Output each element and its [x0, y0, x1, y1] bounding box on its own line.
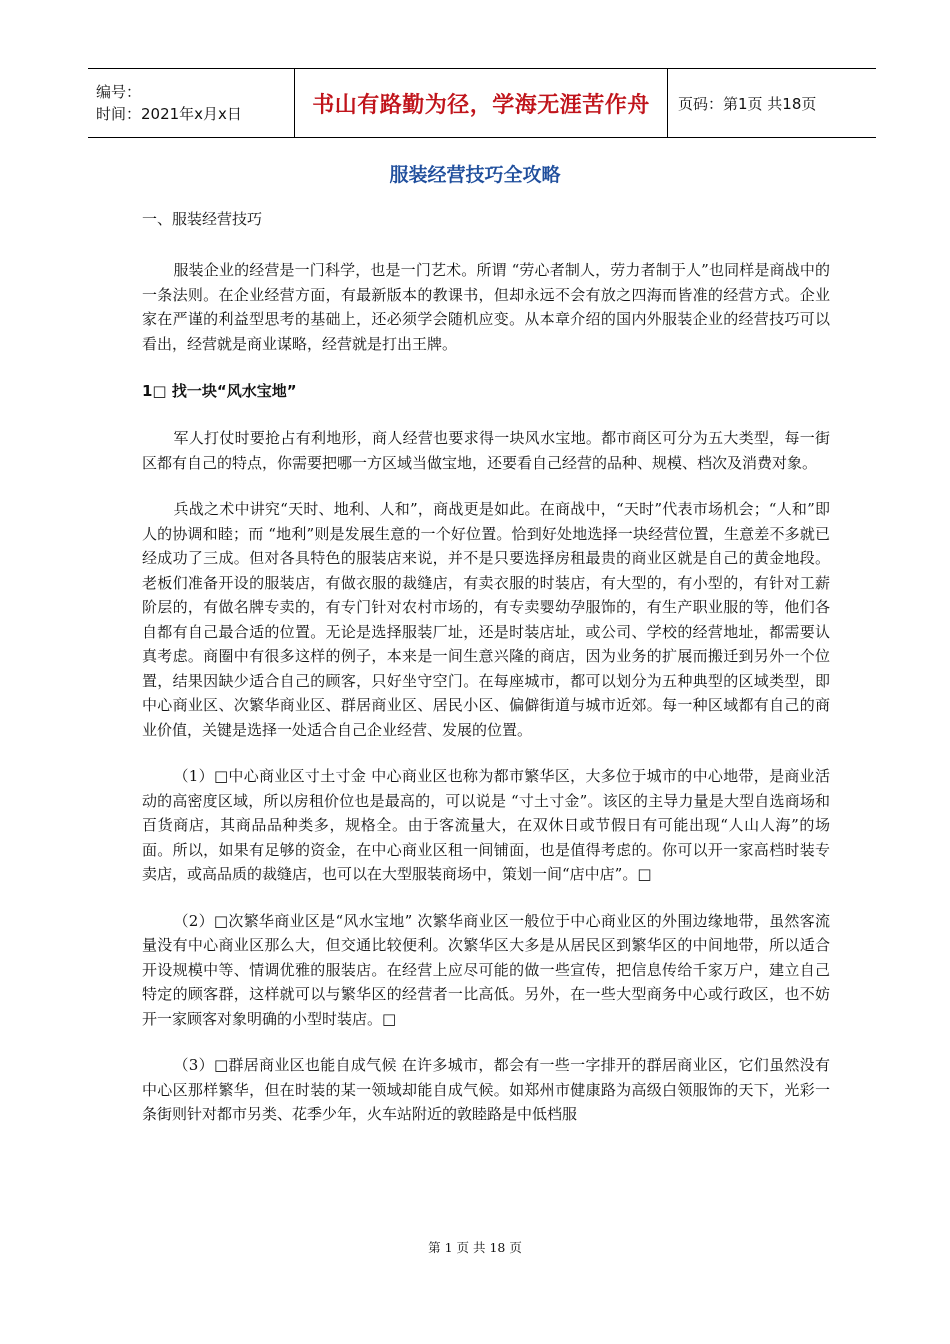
- motto-text: 书山有路勤为径，学海无涯苦作舟: [312, 92, 650, 118]
- header-meta: [88, 69, 295, 137]
- paragraph-intro: 服装企业的经营是一门科学，也是一门艺术。所谓 “劳心者制人，劳力者制于人”也同样是商战中的一条法则。在企业经营方面，有最新版本的教课书，但却永远不会有放之四海而皆准的经营方式。企业家在严谨的利益型思考的基础上，还必须学会随机应变。从本章介绍的国内外服装企业的经营技巧可以看出，经营就是商业谋略，经营就是打出王牌。: [142, 261, 830, 353]
- paragraph-cluster-district: （3）□群居商业区也能自成气候 在许多城市，都会有一些一字排开的群居商业区，它们虽然没有中心区那样繁华，但在时装的某一领域却能自成气候。如郑州市健康路为高级白领服饰的天下，光彩一条街则针对都市另类、花季少年，火车站附近的敦睦路是中低档服: [142, 1056, 830, 1123]
- time-label: 时间：2021年x月x日: [96, 105, 242, 123]
- paragraph-secondary-district: （2）□次繁华商业区是“风水宝地” 次繁华商业区一般位于中心商业区的外围边缘地带，虽然客流量没有中心商业区那么大，但交通比较便利。次繁华区大多是从居民区到繁华区的中间地带，所以适合开设规模中等、情调优雅的服装店。在经营上应尽可能的做一些宣传，把信息传给千家万户，建立自己特定的顾客群，这样就可以与繁华区的经营者一比高低。另外，在一些大型商务中心或行政区，也不妨开一家顾客对象明确的小型时装店。□: [142, 911, 830, 1028]
- header-page-code: [668, 69, 876, 137]
- document-title: 服装经营技巧全攻略: [389, 164, 561, 186]
- page-code-text: 页码：第1页 共18页: [678, 94, 817, 113]
- paragraph-location: 军人打仗时要抢占有利地形，商人经营也要求得一块风水宝地。都市商区可分为五大类型，每一街区都有自己的特点，你需要把哪一方区域当做宝地，还要看自己经营的品种、规模、档次及消费对象。: [142, 429, 830, 472]
- page-footer: 第 1 页 共 18 页: [428, 1240, 522, 1255]
- paragraph-tianshi-dili: 兵战之术中讲究“天时、地利、人和”，商战更是如此。在商战中，“天时”代表市场机会；“人和”即人的协调和睦；而 “地利”则是发展生意的一个好位置。恰到好处地选择一块经营位置，生意差不多就已经成功了三成。但对各具特色的服装店来说，并不是只要选择房租最贵的商业区就是自己的黄金地段。老板们准备开设的服装店，有做衣服的裁缝店，有卖衣服的时装店，有大型的，有小型的，有针对工薪阶层的，有做名牌专卖的，有专门针对农村市场的，有专卖婴幼孕服饰的，有生产职业服的等，他们各自都有自己最合适的位置。无论是选择服装厂址，还是时装店址，或公司、学校的经营地址，都需要认真考虑。商圈中有很多这样的例子，本来是一间生意兴隆的商店，因为业务的扩展而搬迁到另外一个位置，结果因缺少适合自己的顾客，只好坐守空门。在每座城市，都可以划分为五种典型的区域类型，即中心商业区、次繁华商业区、群居商业区、居民小区、偏僻街道与城市近郊。每一种区域都有自己的商业价值，关键是选择一处适合自己企业经营、发展的位置。: [142, 500, 830, 739]
- document-header: [88, 68, 876, 138]
- subheading-fengshui: 1□ 找一块“风水宝地”: [142, 382, 297, 400]
- section-heading: 一、服装经营技巧: [142, 210, 263, 228]
- document-body: [142, 206, 830, 1149]
- header-motto: [295, 69, 668, 137]
- paragraph-central-district: （1）□中心商业区寸土寸金 中心商业区也称为都市繁华区，大多位于城市的中心地带，是商业活动的高密度区域，所以房租价位也是最高的，可以说是 “寸土寸金”。该区的主导力量是大型自选商场和百货商店，其商品品种类多，规格全。由于客流量大，在双休日或节假日有可能出现“人山人海”的场面。所以，如果有足够的资金，在中心商业区租一间铺面，也是值得考虑的。你可以开一家高档时装专卖店，或高品质的裁缝店，也可以在大型服装商场中，策划一间“店中店”。□: [142, 767, 830, 883]
- number-label: 编号：: [96, 83, 142, 101]
